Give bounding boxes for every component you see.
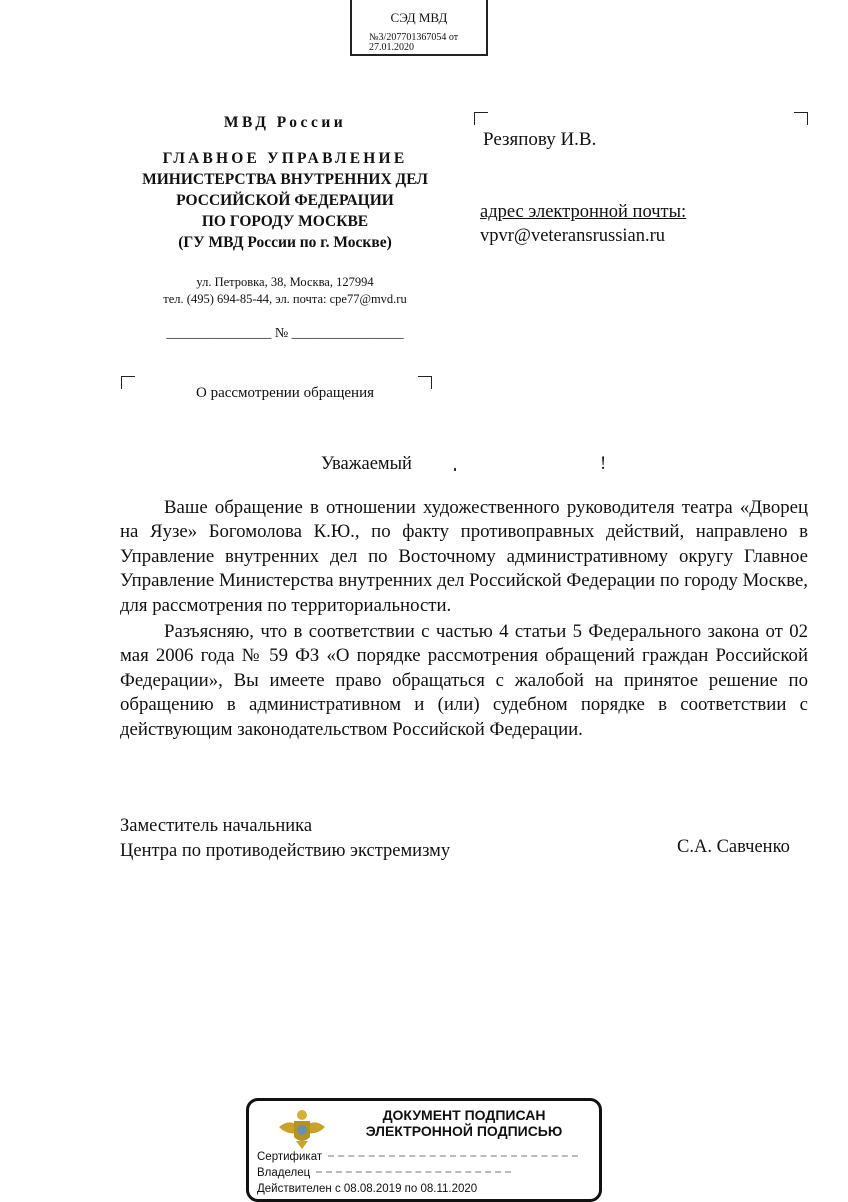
paragraph-text: Разъясняю, что в соответствии с частью 4 статьи 5 Федерального закона от 02 мая 2006 года № 59 ФЗ «О порядке рассмотрения обращений граждан Российской Федерации», Вы имеете право обращаться с жалобой на принятое решение по обращению в административном и (или) судебном порядке в соответствии с действующим законодательством Российской Федерации. — [120, 621, 808, 740]
department-line: ГЛАВНОЕ УПРАВЛЕНИЕ — [162, 150, 408, 167]
owner-label: Владелец — [257, 1167, 311, 1179]
certificate-row — [257, 1151, 578, 1163]
registration-stamp — [350, 0, 488, 56]
esignature-heading — [339, 1107, 589, 1139]
paragraph-text: Ваше обращение в отношении художественного руководителя театра «Дворец на Яузе» Богомолова К.Ю., по факту противоправных действий, направлено в Управление внутренних дел по Восточному административному округу Главное Управление Министерства внутренних дел Российской Федерации по городу Москве, для рассмотрения по территориальности. — [120, 497, 808, 616]
recipient-email: vpvr@veteransrussian.ru — [480, 226, 666, 246]
body-paragraph-1 — [120, 496, 808, 618]
department-name — [115, 148, 455, 253]
department-line: РОССИЙСКОЙ ФЕДЕРАЦИИ — [176, 192, 394, 209]
department-line: ПО ГОРОДУ МОСКВЕ — [201, 213, 369, 230]
department-short-name: (ГУ МВД России по г. Москве) — [178, 234, 392, 251]
certificate-label: Сертификат — [257, 1151, 323, 1163]
registration-number — [369, 33, 458, 53]
greeting-exclamation: ! — [600, 454, 607, 474]
redacted-certificate — [328, 1155, 578, 1159]
registration-line: _______________ № ________________ — [166, 326, 404, 341]
ministry-name: МВД России — [223, 114, 347, 131]
registration-stamp-title: СЭД МВД — [390, 10, 448, 25]
validity-row: Действителен с 08.08.2019 по 08.11.2020 — [257, 1183, 478, 1195]
esignature-heading-line: ДОКУМЕНТ ПОДПИСАН — [382, 1107, 546, 1123]
contact-info: тел. (495) 694-85-44, эл. почта: cpe77@mvd.ru — [163, 292, 407, 306]
redacted-name-mark — [454, 468, 456, 471]
redacted-owner — [316, 1171, 511, 1175]
recipient-name: Резяпову И.В. — [483, 129, 597, 150]
registration-date: 27.01.2020 — [369, 42, 414, 53]
electronic-signature-stamp — [246, 1098, 602, 1202]
signatory-position: Заместитель начальника — [120, 816, 313, 836]
signatory-department: Центра по противодействию экстремизму — [120, 841, 451, 861]
sender-address — [115, 274, 455, 308]
body-paragraph-2 — [120, 620, 808, 742]
recipient-corner-mark — [474, 112, 488, 125]
recipient-email-label: адрес электронной почты: — [480, 202, 687, 222]
department-line: МИНИСТЕРСТВА ВНУТРЕННИХ ДЕЛ — [142, 171, 428, 188]
mvd-emblem-icon — [277, 1105, 327, 1151]
postal-address: ул. Петровка, 38, Москва, 127994 — [196, 275, 374, 289]
registration-number-line: №3/207701367054 от — [369, 32, 459, 43]
recipient-corner-mark — [794, 112, 808, 125]
signatory-name: С.А. Савченко — [677, 837, 790, 857]
greeting: Уважаемый — [321, 454, 412, 474]
signatory-title — [120, 814, 450, 864]
owner-row — [257, 1167, 511, 1179]
letter-subject: О рассмотрении обращения — [195, 385, 375, 401]
esignature-heading-line: ЭЛЕКТРОННОЙ ПОДПИСЬЮ — [365, 1123, 563, 1139]
